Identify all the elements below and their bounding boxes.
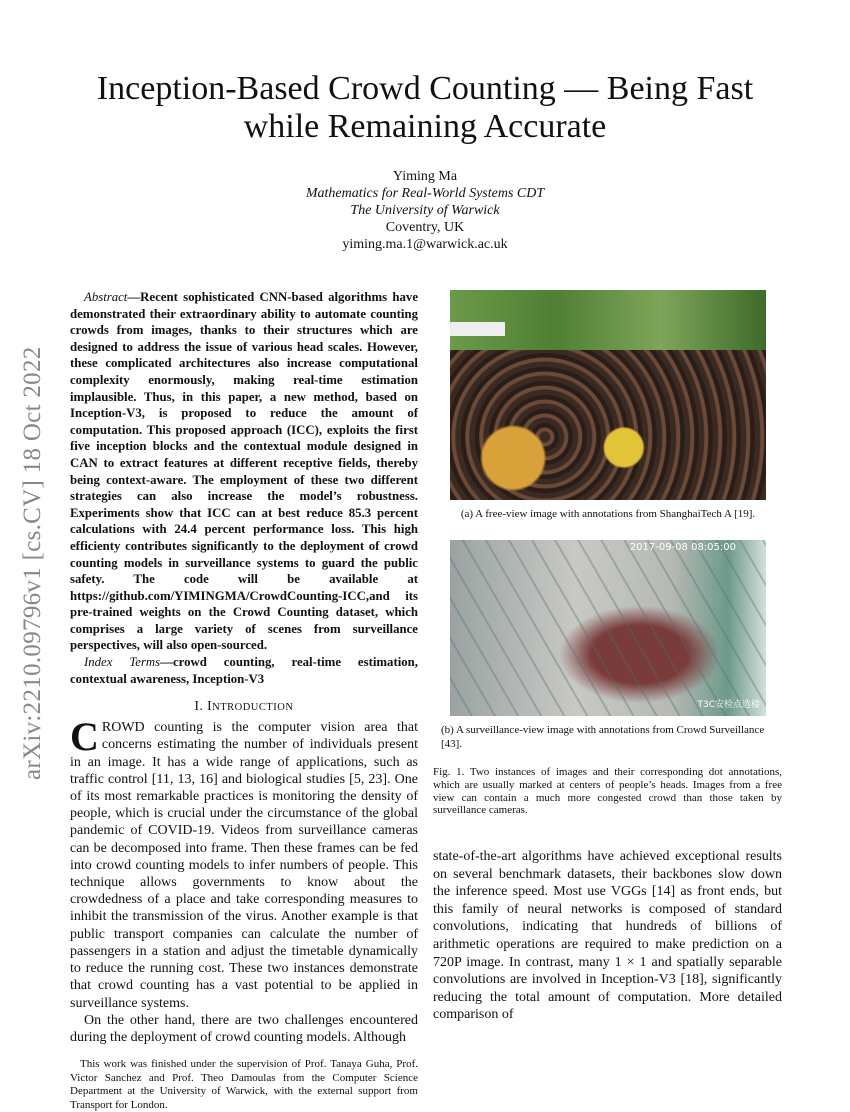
arxiv-stamp: arXiv:2210.09796v1 [cs.CV] 18 Oct 2022 [19,346,46,780]
right-column-text: state-of-the-art algorithms have achieved exceptional results on several benchmark datasets, their backbones slow down the inference speed. Most use VGGs [14] as front ends, but this family of neural networks is composed of standard convolutions, indicating that hundreds of billions of arithmetic operations are required to make prediction on a 720P image. In contrast, many 1 × 1 and spatially separable convolutions are involved in Inception-V3 [18], significantly reducing the total amount of computation. More detailed comparison of [433,849,782,1023]
tent [450,322,505,336]
author-university: The University of Warwick [350,203,500,218]
author-email: yiming.ma.1@warwick.ac.uk [342,237,508,252]
title-line-1: Inception-Based Crowd Counting — Being Fast [96,70,754,107]
abstract-text: —Recent sophisticated CNN-based algorithms have demonstrated their extraordinary ability to automate counting crowds from images, thanks to their structures which are designed to address the issue of various head scales. However, these complicated architectures also increase computational complexity enormously, making real-time estimation implausible. Thus, in this paper, a new method, based on Inception-V3, is proposed to reduce the amount of computation. This proposed approach (ICC), exploits the first five inception blocks and the contextual module designed in CAN to extract features at different receptive fields, thereby being context-aware. The employment of these two different strategies can also increase the model’s robustness. Experiments show that ICC can at best reduce 85.3 percent calculations with 24.4 percent performance loss. This high efficienty contributes significantly to the deployment of crowd counting models in surveillance systems to guard the public safety. The code will be available at https://github.com/YIMINGMA/CrowdCounting-ICC,and its pre-trained weights on the Crowd Counting dataset, which comprises a large variety of scenes from surveillance perspectives, will also open-sourced. [70,290,418,653]
figure-image-surveillance-view [450,540,766,716]
index-terms-text: —crowd counting, real-time estimation, contextual awareness, Inception-V3 [70,655,418,686]
section-heading [70,697,418,717]
section-number: I. I [194,698,213,714]
author-name: Yiming Ma [392,169,458,184]
abstract-label: Abstract [84,290,128,304]
author-affiliation: Mathematics for Real-World Systems CDT [305,186,545,201]
section-name: NTRODUCTION [212,702,294,714]
title-line-2: while Remaining Accurate [243,108,607,145]
intro-paragraph-2: On the other hand, there are two challenges encountered during the deployment of crowd counting models. Although [70,1012,418,1045]
camera-label-overlay: T3C安检点选楼 [697,700,760,710]
subcaption-a: (a) A free-view image with annotations from ShanghaiTech A [19]. [460,508,756,520]
intro-paragraph-1-text: ROWD counting is the computer vision area that concerns estimating the number of individuals present in an image. It has a wide range of applications, such as traffic control [11, 13, 16] and biological studies [5, 23]. One of its most remarkable practices is monitoring the density of people, which is crucial under the circumstance of the global pandemic of COVID-19. Videos from surveillance cameras can be decomposed into frame. Then these frames can be fed into crowd counting models to infer numbers of people. This technique allows governments to know about the crowdedness of a place and take corresponding measures to inhibit the transmission of the virus. Another example is that public transport companies can calculate the number of passengers in a station and adjust the timetable dynamically to reduce the running cost. These two instances demonstrate that crowd counting has a vast potential to be applied in surveillance systems. [70,720,418,1011]
timestamp-overlay: 2017-09-08 08:05:00 [629,542,736,553]
abstract [70,289,418,654]
footnote: This work was finished under the supervision of Prof. Tanaya Guha, Prof. Victor Sanchez and Prof. Theo Damoulas from the Computer Science Department at the University of Warwick, with the external support from Transport for London. [70,1058,418,1111]
subcaption-b: (b) A surveillance-view image with annotations from Crowd Surveillance [43]. [441,724,765,750]
trees-background [450,290,766,350]
left-column [70,289,418,1112]
index-terms-label: Index Terms [84,655,161,670]
author-block [200,168,650,253]
author-location: Coventry, UK [385,220,465,235]
intro-paragraph-1 [70,714,418,1011]
figure-image-free-view [450,290,766,500]
index-terms [70,654,418,687]
figure-caption: Fig. 1. Two instances of images and their corresponding dot annotations, which are usually marked at centers of people’s heads. Images from a free view can contain a much more congested crowd than those taken by surveillance cameras. [433,766,782,817]
drop-cap: C [70,714,99,760]
paper-title [60,70,790,146]
